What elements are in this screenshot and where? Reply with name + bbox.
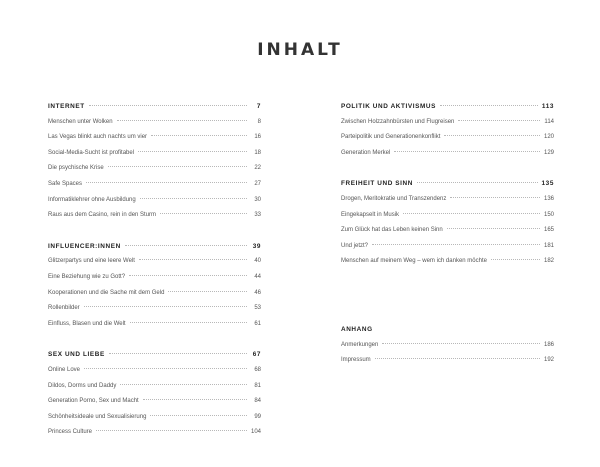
toc-page-number: 150 bbox=[543, 211, 554, 218]
toc-entry-label: Drogen, Meritokratie und Transzendenz bbox=[341, 195, 447, 202]
toc-entry[interactable] bbox=[341, 353, 554, 369]
dot-leader bbox=[96, 430, 247, 431]
toc-entry-label: Zwischen Holzzahnbürsten und Flugreisen bbox=[341, 118, 455, 125]
toc-section-influencer bbox=[48, 239, 261, 333]
dot-leader bbox=[372, 244, 540, 245]
toc-entry[interactable] bbox=[341, 223, 554, 239]
toc-page-number: 39 bbox=[252, 242, 261, 250]
toc-entry[interactable] bbox=[48, 317, 261, 333]
dot-leader bbox=[458, 120, 540, 121]
dot-leader bbox=[108, 166, 247, 167]
dot-leader bbox=[117, 120, 247, 121]
toc-page-number: 33 bbox=[254, 212, 261, 219]
toc-entry[interactable] bbox=[48, 177, 261, 193]
dot-leader bbox=[150, 415, 247, 416]
dot-leader bbox=[84, 306, 247, 307]
toc-page-number: 99 bbox=[254, 413, 261, 420]
toc-entry[interactable] bbox=[48, 301, 261, 317]
toc-entry-label: Zum Glück hat das Leben keinen Sinn bbox=[341, 227, 443, 234]
dot-leader bbox=[89, 105, 247, 106]
dot-leader bbox=[151, 135, 247, 136]
toc-entry[interactable] bbox=[341, 115, 554, 131]
toc-entry-label: Las Vegas blinkt auch nachts um vier bbox=[48, 134, 148, 141]
dot-leader bbox=[450, 197, 540, 198]
toc-entry[interactable] bbox=[48, 425, 261, 441]
toc-entry[interactable] bbox=[48, 394, 261, 410]
toc-page-number: 8 bbox=[257, 118, 261, 125]
toc-entry[interactable] bbox=[48, 161, 261, 177]
toc-section-sex-und-liebe bbox=[48, 347, 261, 441]
toc-page-number: 27 bbox=[254, 180, 261, 187]
toc-entry-label: Schönheitsideale und Sexualisierung bbox=[48, 413, 147, 420]
toc-entry-label: Social-Media-Sucht ist profitabel bbox=[48, 149, 135, 156]
toc-entry[interactable] bbox=[48, 254, 261, 270]
toc-page-number: 16 bbox=[254, 134, 261, 141]
toc-entry-label: Anmerkungen bbox=[341, 341, 379, 348]
toc-page-number: 114 bbox=[544, 118, 554, 125]
toc-heading-label: FREIHEIT UND SINN bbox=[341, 180, 413, 188]
toc-page-number: 181 bbox=[543, 242, 554, 249]
toc-page-number: 7 bbox=[256, 103, 261, 110]
toc-page-number: 67 bbox=[252, 351, 261, 359]
toc-column-right bbox=[341, 99, 554, 384]
toc-entry[interactable] bbox=[341, 254, 554, 270]
toc-column-left bbox=[48, 99, 261, 456]
toc-entry-label: Menschen auf meinem Weg – wem ich danken möchte bbox=[341, 258, 487, 265]
toc-entry-label: Die psychische Krise bbox=[48, 165, 104, 172]
toc-heading-label: SEX UND LIEBE bbox=[48, 351, 105, 359]
toc-page-number: 68 bbox=[254, 366, 261, 373]
toc-heading-label: INTERNET bbox=[48, 103, 85, 110]
toc-section-internet bbox=[48, 99, 261, 224]
toc-page-number: 135 bbox=[541, 180, 554, 188]
toc-entry-label: Online Love bbox=[48, 366, 81, 373]
toc-entry[interactable] bbox=[48, 146, 261, 162]
toc-heading[interactable] bbox=[48, 347, 261, 363]
dot-leader bbox=[130, 322, 247, 323]
toc-heading-label: POLITIK UND AKTIVISMUS bbox=[341, 103, 436, 110]
dot-leader bbox=[403, 213, 540, 214]
toc-page-number: 84 bbox=[254, 398, 261, 405]
toc-entry-label: Generation Porno, Sex und Macht bbox=[48, 398, 139, 405]
dot-leader bbox=[143, 399, 247, 400]
toc-page-number: 46 bbox=[254, 289, 261, 296]
toc-page-number: 120 bbox=[543, 134, 554, 141]
toc-page-number: 40 bbox=[254, 258, 261, 265]
dot-leader bbox=[375, 358, 540, 359]
toc-entry[interactable] bbox=[48, 363, 261, 379]
dot-leader bbox=[417, 182, 538, 183]
toc-entry-label: Informatiklehrer ohne Ausbildung bbox=[48, 196, 136, 203]
toc-page-number: 113 bbox=[541, 103, 554, 110]
toc-section-anhang bbox=[341, 322, 554, 369]
toc-page-number: 165 bbox=[543, 227, 554, 234]
toc-heading[interactable] bbox=[48, 99, 261, 115]
toc-page-number: 44 bbox=[254, 273, 261, 280]
dot-leader bbox=[109, 353, 247, 354]
toc-page-number: 22 bbox=[254, 165, 261, 172]
dot-leader bbox=[84, 368, 247, 369]
toc-page-number: 30 bbox=[254, 196, 261, 203]
toc-page-number: 81 bbox=[254, 382, 261, 389]
dot-leader bbox=[491, 259, 540, 260]
toc-entry[interactable] bbox=[48, 193, 261, 209]
toc-entry-label: Kooperationen und die Sache mit dem Geld bbox=[48, 289, 165, 296]
toc-section-freiheit bbox=[341, 176, 554, 270]
dot-leader bbox=[139, 259, 247, 260]
toc-page-number: 53 bbox=[254, 305, 261, 312]
toc-heading-label: INFLUENCER:INNEN bbox=[48, 242, 121, 250]
dot-leader bbox=[440, 105, 538, 106]
toc-section-politik bbox=[341, 99, 554, 161]
toc-entry-label: Rollenbilder bbox=[48, 305, 80, 312]
toc-entry-label: Generation Merkel bbox=[341, 149, 391, 156]
toc-entry[interactable] bbox=[48, 208, 261, 224]
toc-heading[interactable] bbox=[48, 239, 261, 255]
toc-entry-label: Eine Beziehung wie zu Gott? bbox=[48, 273, 126, 280]
dot-leader bbox=[86, 182, 247, 183]
toc-heading-label: ANHANG bbox=[341, 325, 373, 333]
dot-leader bbox=[129, 275, 247, 276]
toc-heading[interactable] bbox=[341, 322, 554, 338]
toc-entry-label: Dildos, Dorms und Daddy bbox=[48, 382, 117, 389]
toc-page-number: 129 bbox=[543, 149, 554, 156]
toc-entry-label: Menschen unter Wolken bbox=[48, 118, 113, 125]
toc-page-number: 182 bbox=[543, 258, 554, 265]
dot-leader bbox=[382, 343, 540, 344]
toc-page-number: 186 bbox=[543, 341, 554, 348]
dot-leader bbox=[447, 228, 540, 229]
dot-leader bbox=[120, 384, 247, 385]
toc-page-number: 104 bbox=[250, 429, 261, 436]
toc-entry[interactable] bbox=[341, 208, 554, 224]
toc-entry-label: Glitzerpartys und eine leere Welt bbox=[48, 258, 135, 265]
toc-entry[interactable] bbox=[48, 286, 261, 302]
toc-page-number: 192 bbox=[543, 357, 554, 364]
toc-entry[interactable] bbox=[48, 379, 261, 395]
toc-entry[interactable] bbox=[341, 192, 554, 208]
dot-leader bbox=[160, 213, 247, 214]
dot-leader bbox=[168, 291, 247, 292]
page-title: INHALT bbox=[257, 40, 343, 60]
toc-entry[interactable] bbox=[341, 239, 554, 255]
section-spacer bbox=[341, 285, 554, 322]
toc-entry[interactable] bbox=[48, 270, 261, 286]
toc-entry[interactable] bbox=[48, 115, 261, 131]
toc-entry[interactable] bbox=[48, 130, 261, 146]
toc-page-number: 61 bbox=[254, 320, 261, 327]
toc-entry[interactable] bbox=[341, 146, 554, 162]
toc-page-number: 136 bbox=[543, 195, 554, 202]
toc-page-number: 18 bbox=[254, 149, 261, 156]
toc-entry-label: Safe Spaces bbox=[48, 180, 83, 187]
toc-entry-label: Eingekapselt in Musik bbox=[341, 211, 400, 218]
dot-leader bbox=[394, 151, 540, 152]
dot-leader bbox=[444, 135, 540, 136]
dot-leader bbox=[138, 151, 247, 152]
toc-heading[interactable] bbox=[341, 176, 554, 192]
dot-leader bbox=[125, 245, 247, 246]
toc-entry[interactable] bbox=[341, 338, 554, 354]
toc-entry-label: Raus aus dem Casino, rein in den Sturm bbox=[48, 212, 157, 219]
dot-leader bbox=[140, 198, 247, 199]
toc-entry-label: Einfluss, Blasen und die Welt bbox=[48, 320, 126, 327]
toc-entry[interactable] bbox=[48, 410, 261, 426]
toc-entry[interactable] bbox=[341, 130, 554, 146]
toc-entry-label: Impressum bbox=[341, 357, 371, 364]
toc-entry-label: Und jetzt? bbox=[341, 242, 369, 249]
toc-entry-label: Princess Culture bbox=[48, 429, 93, 436]
toc-heading[interactable] bbox=[341, 99, 554, 115]
toc-entry-label: Parteipolitik und Generationenkonflikt bbox=[341, 134, 441, 141]
